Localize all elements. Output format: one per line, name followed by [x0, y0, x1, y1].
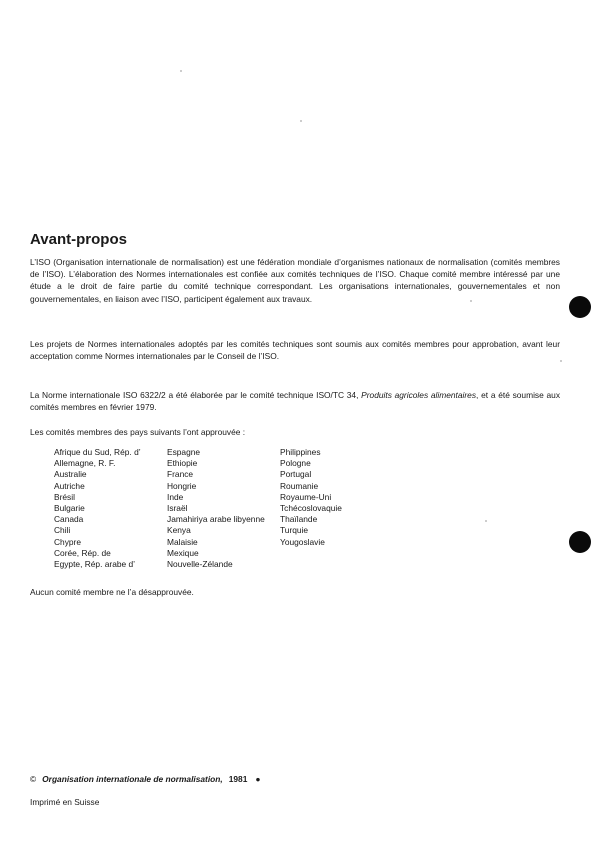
country-item: Corée, Rép. de [54, 547, 111, 558]
country-list-column-2 [167, 447, 265, 570]
country-item: Turquie [280, 525, 309, 536]
country-item: Israël [167, 503, 188, 514]
country-item: Philippines [280, 447, 321, 457]
country-item: Nouvelle-Zélande [167, 559, 233, 570]
punch-hole-icon [569, 531, 591, 553]
country-item: Canada [54, 514, 84, 525]
country-item: Egypte, Rép. arabe d’ [54, 559, 136, 570]
footer-year: 1981 [228, 774, 248, 784]
paragraph-disapprovals [30, 586, 560, 598]
country-item: Thaïlande [280, 514, 318, 525]
paragraph-text: Les projets de Normes internationales adoptés par les comités techniques sont soumis aux comités membres pour approbation, avant leur acceptation comme Normes internationales par le Conseil de l’ISO. [30, 339, 560, 362]
country-item: Brésil [54, 491, 75, 502]
paragraph-text-start: La Norme internationale ISO 6322/2 a été élaborée par le comité technique ISO/TC 34, [30, 390, 362, 400]
country-item: Kenya [167, 525, 191, 536]
country-list-column-1 [54, 447, 141, 570]
footer-copyright [30, 774, 260, 784]
page-title: Avant-propos [30, 231, 127, 248]
country-item: Chypre [54, 536, 81, 547]
country-item: Roumanie [280, 480, 319, 491]
country-item: France [167, 469, 194, 480]
paragraph-text: Aucun comité membre ne l’a désapprouvée. [30, 587, 194, 597]
country-item: Royaume-Uni [280, 491, 332, 502]
scan-speck [300, 120, 302, 122]
country-item: Mexique [167, 547, 199, 558]
country-item: Australie [54, 469, 87, 480]
country-item: Ethiopie [167, 458, 198, 469]
country-item: Bulgarie [54, 503, 85, 514]
paragraph-text: Les comités membres des pays suivants l’ont approuvée : [30, 427, 246, 437]
country-list-column-3 [280, 447, 342, 548]
committee-name: Produits agricoles alimentaires [361, 390, 477, 400]
bullet-icon: ● [255, 774, 261, 784]
country-item: Espagne [167, 447, 201, 457]
country-item: Inde [167, 491, 184, 502]
scan-speck [560, 360, 562, 362]
country-item: Pologne [280, 458, 311, 469]
country-item: Chili [54, 525, 71, 536]
paragraph-standard-origin [30, 389, 560, 413]
country-item: Tchécoslovaquie [280, 503, 342, 514]
country-item: Portugal [280, 469, 312, 480]
country-item: Autriche [54, 480, 85, 491]
paragraph-text-end: , et a été soumise aux comités membres en février 1979. [30, 390, 561, 413]
scan-speck [180, 70, 182, 72]
paragraph-iso-intro [30, 256, 560, 305]
paragraph-approvals-intro [30, 426, 560, 438]
country-item: Jamahiriya arabe libyenne [167, 514, 265, 525]
scan-speck [485, 520, 487, 522]
copyright-icon: © [30, 774, 37, 784]
paragraph-projects [30, 338, 560, 362]
country-item: Yougoslavie [280, 536, 325, 547]
paragraph-text: L’ISO (Organisation internationale de normalisation) est une fédération mondiale d’organismes nationaux de normalisation (comités membres de l’ISO). L’élaboration des Normes internationales est confiée aux comités techniques de l’ISO. Chaque comité membre intéressé par une étude a le droit de faire partie du comité technique correspondant. Les organisations internationales, gouvernementales et non gouvernementales, en liaison avec l’ISO, participent également aux travaux. [30, 257, 560, 304]
country-item: Afrique du Sud, Rép. d’ [54, 447, 141, 457]
punch-hole-icon [569, 296, 591, 318]
footer-organisation: Organisation internationale de normalisation, [42, 774, 223, 784]
country-item: Hongrie [167, 480, 197, 491]
country-item: Allemagne, R. F. [54, 458, 116, 469]
scan-speck [470, 300, 472, 302]
footer-printed: Imprimé en Suisse [30, 797, 100, 807]
country-item: Malaisie [167, 536, 198, 547]
paragraph-text [30, 389, 560, 413]
